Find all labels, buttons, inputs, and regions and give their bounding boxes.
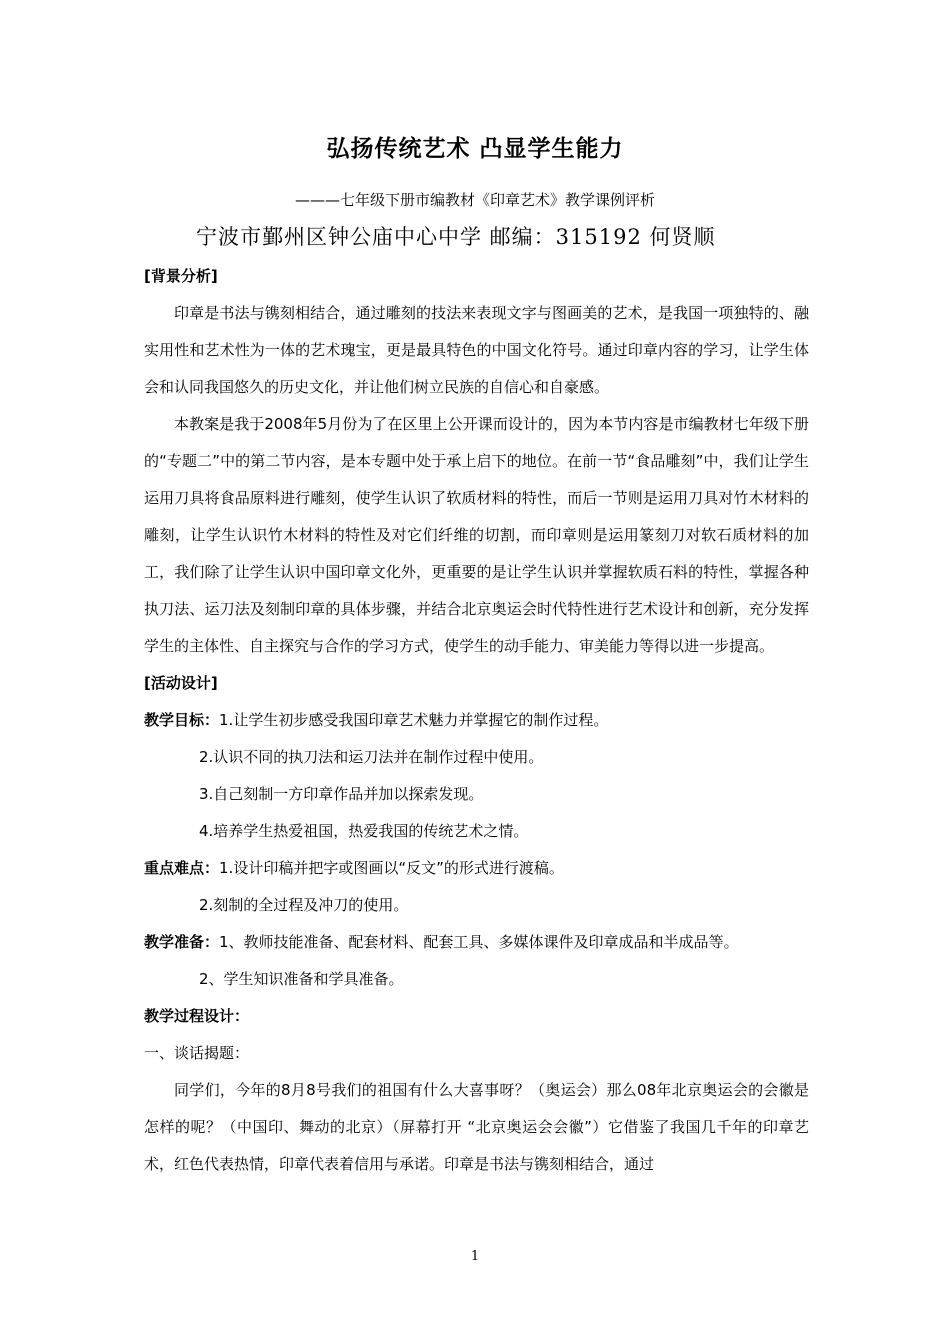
page-number: 1 xyxy=(470,1249,480,1264)
key-points-item-1 xyxy=(144,850,809,887)
goals-item-3: 3.自己刻制一方印章作品并加以探索发现。 xyxy=(199,785,484,803)
prep-item-1 xyxy=(144,924,809,961)
section-heading-background: [背景分析] xyxy=(144,267,218,285)
step1-heading: 一、谈话揭题： xyxy=(144,1044,250,1062)
goals-item-2: 2.认识不同的执刀法和运刀法并在制作过程中使用。 xyxy=(199,748,544,766)
document-title: 弘扬传统艺术 凸显学生能力 xyxy=(326,136,624,162)
goals-text-1: 1.让学生初步感受我国印章艺术魅力并掌握它的制作过程。 xyxy=(219,711,609,729)
process-heading: 教学过程设计： xyxy=(144,1007,250,1025)
prep-text-1: 1、教师技能准备、配套材料、配套工具、多媒体课件及印章成品和半成品等。 xyxy=(219,933,739,951)
section-heading-activity: [活动设计] xyxy=(144,674,218,692)
document-body xyxy=(144,258,809,1183)
key-points-label: 重点难点： xyxy=(144,859,220,877)
background-paragraph-2: 本教案是我于2008年5月份为了在区里上公开课而设计的，因为本节内容是市编教材七年级下册的“专题二”中的第二节内容，是本专题中处于承上启下的地位。在前一节“食品雕刻”中，我们让学生运用刀具将食品原料进行雕刻，使学生认识了软质材料的特性，而后一节则是运用刀具对竹木材料的雕刻，让学生认识竹木材料的特性及对它们纤维的切割，而印章则是运用篆刻刀对软石质材料的加工，我们除了让学生认识中国印章文化外，更重要的是让学生认识并掌握软质石料的特性，掌握各种执刀法、运刀法及刻制印章的具体步骤，并结合北京奥运会时代特性进行艺术设计和创新，充分发挥学生的主体性、自主探究与合作的学习方式，使学生的动手能力、审美能力等得以进一步提高。 xyxy=(144,415,809,655)
goals-label: 教学目标： xyxy=(144,711,220,729)
step1-paragraph: 同学们，今年的8月8号我们的祖国有什么大喜事呀？（奥运会）那么08年北京奥运会的会徽是怎样的呢？（中国印、舞动的北京）（屏幕打开 “北京奥运会会徽”）它借鉴了我国几千年的印章艺术，红色代表热情，印章代表着信用与承诺。印章是书法与镌刻相结合，通过 xyxy=(144,1081,809,1173)
prep-item-2: 2、学生知识准备和学具准备。 xyxy=(199,970,404,988)
prep-label: 教学准备： xyxy=(144,933,220,951)
key-points-item-2: 2.刻制的全过程及冲刀的使用。 xyxy=(199,896,409,914)
author-line: 宁波市鄞州区钟公庙中心中学 邮编：315192 何贤顺 xyxy=(196,225,716,249)
goals-item-1 xyxy=(144,702,809,739)
key-points-text-1: 1.设计印稿并把字或图画以“反文”的形式进行渡稿。 xyxy=(219,859,564,877)
goals-item-4: 4.培养学生热爱祖国，热爱我国的传统艺术之情。 xyxy=(199,822,529,840)
document-subtitle: ———七年级下册市编教材《印章艺术》教学课例评析 xyxy=(294,191,655,209)
background-paragraph-1: 印章是书法与镌刻相结合，通过雕刻的技法来表现文字与图画美的艺术，是我国一项独特的、融实用性和艺术性为一体的艺术瑰宝，更是最具特色的中国文化符号。通过印章内容的学习，让学生体会和认同我国悠久的历史文化，并让他们树立民族的自信心和自豪感。 xyxy=(144,304,809,396)
